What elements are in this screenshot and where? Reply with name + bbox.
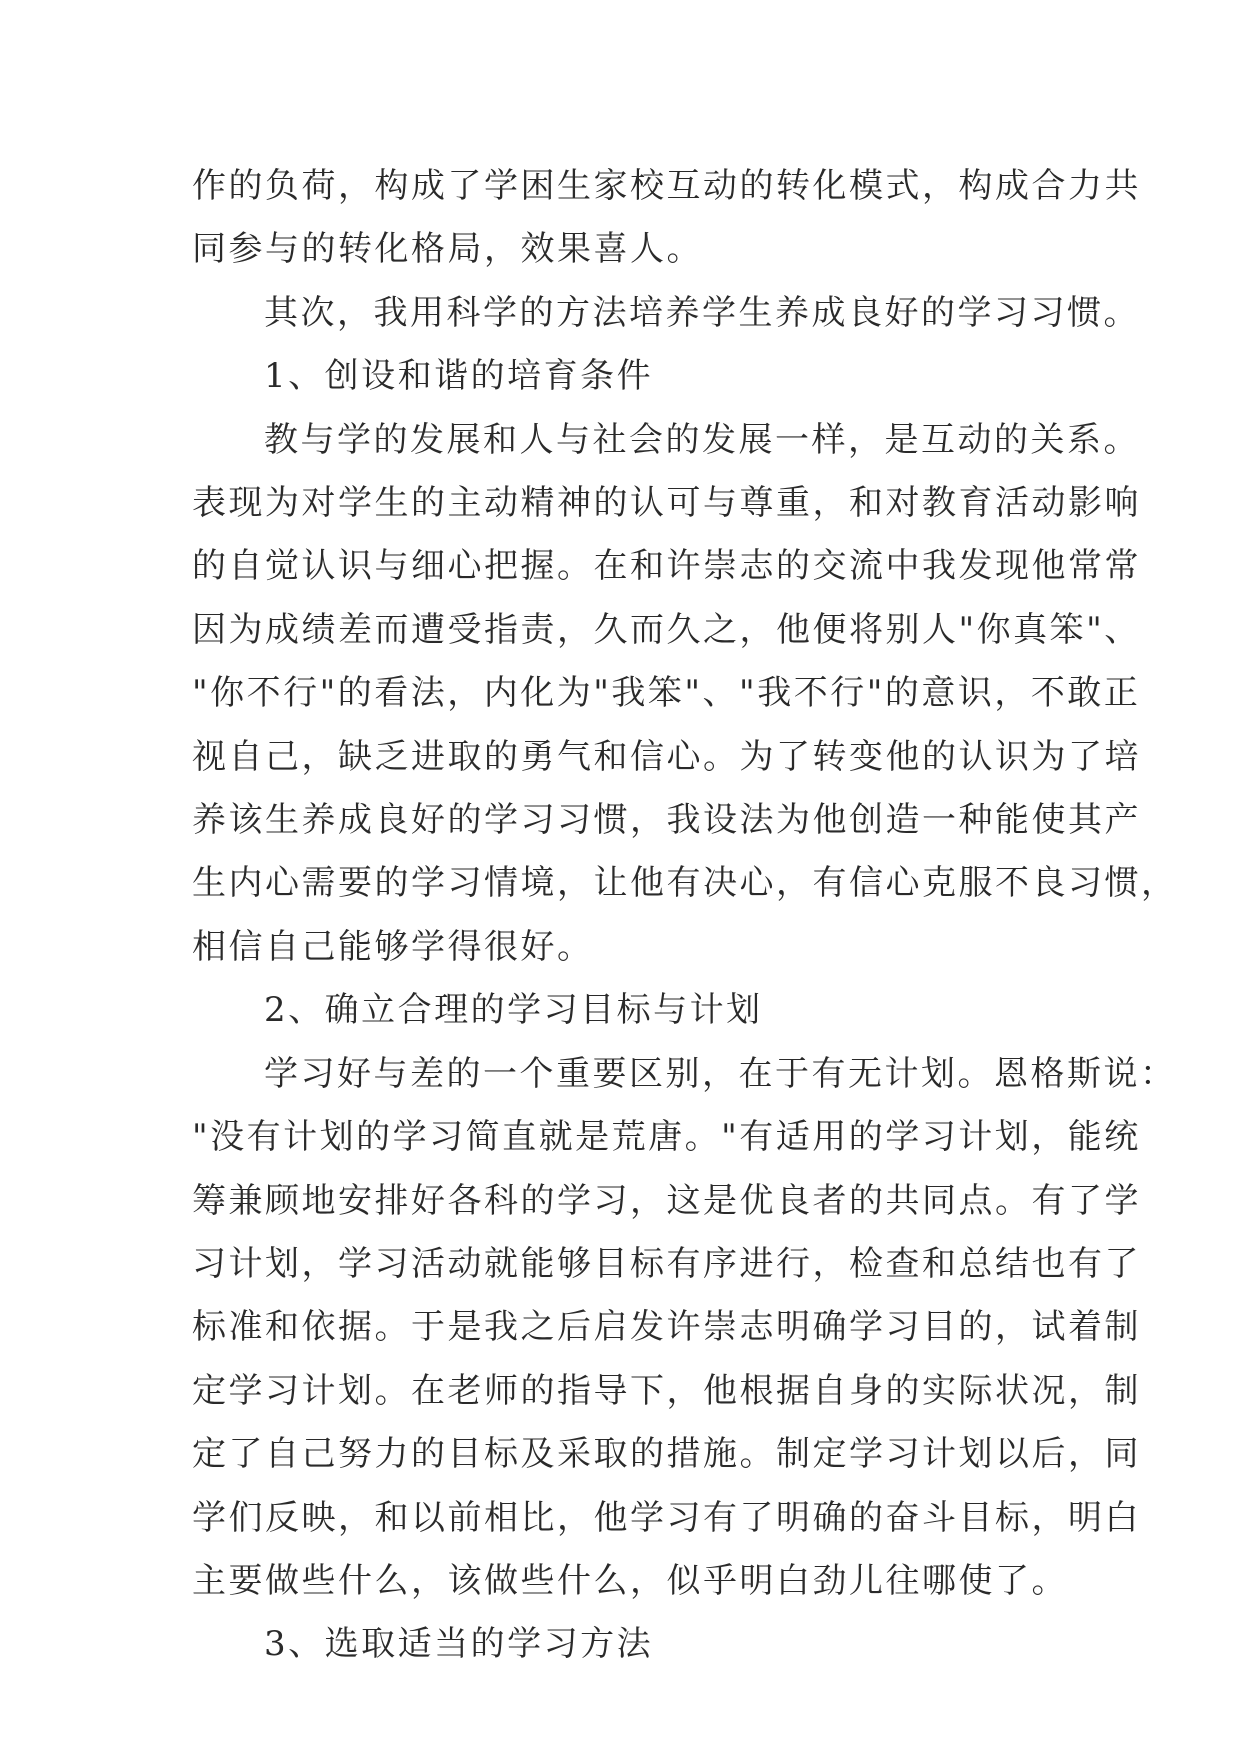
text-line: 定学习计划。在老师的指导下，他根据自身的实际状况，制 [192,1370,1141,1411]
heading-3 [192,1613,1072,1676]
text-line: 因为成绩差而遭受指责，久而久之，他便将别人"你真笨"、 [192,609,1141,650]
text-line: 相信自己能够学得很好。 [192,926,594,967]
text-line: 主要做些什么，该做些什么，似乎明白劲儿往哪使了。 [192,1560,1068,1601]
text-line: 同参与的转化格局，效果喜人。 [192,229,703,270]
text-line: 1、创设和谐的培育条件 [264,356,654,397]
heading-1 [192,345,1072,408]
text-line: 的自觉认识与细心把握。在和许崇志的交流中我发现他常常 [192,546,1141,587]
paragraph-4 [192,1043,1177,1614]
text-line: 学习好与差的一个重要区别，在于有无计划。恩格斯说： [264,1053,1177,1094]
text-line: "你不行"的看法，内化为"我笨"、"我不行"的意识，不敢正 [192,673,1141,714]
text-line: "没有计划的学习简直就是荒唐。"有适用的学习计划，能统 [192,1117,1141,1158]
text-line: 生内心需要的学习情境，让他有决心，有信心克服不良习惯， [192,863,1178,904]
text-line: 3、选取适当的学习方法 [264,1624,654,1665]
paragraph-2 [192,282,1140,345]
paragraph-1 [192,155,1141,282]
heading-2 [192,979,1072,1042]
text-line: 表现为对学生的主动精神的认可与尊重，和对教育活动影响 [192,483,1141,524]
text-line: 作的负荷，构成了学困生家校互动的转化模式，构成合力共 [192,166,1141,206]
text-line: 养该生养成良好的学习习惯，我设法为他创造一种能使其产 [192,800,1141,841]
text-line: 视自己，缺乏进取的勇气和信心。为了转变他的认识为了培 [192,736,1141,777]
paragraph-3 [192,409,1178,980]
text-line: 习计划，学习活动就能够目标有序进行，检查和总结也有了 [192,1243,1141,1284]
text-line: 教与学的发展和人与社会的发展一样，是互动的关系。 [264,419,1140,460]
text-line: 其次，我用科学的方法培养学生养成良好的学习习惯。 [264,292,1140,333]
document-body [192,155,1178,1677]
text-line: 标准和依据。于是我之后启发许崇志明确学习目的，试着制 [192,1307,1141,1348]
text-line: 定了自己努力的目标及采取的措施。制定学习计划以后，同 [192,1434,1141,1475]
text-line: 学们反映，和以前相比，他学习有了明确的奋斗目标，明白 [192,1497,1141,1538]
text-line: 2、确立合理的学习目标与计划 [264,990,763,1031]
text-line: 筹兼顾地安排好各科的学习，这是优良者的共同点。有了学 [192,1180,1141,1221]
